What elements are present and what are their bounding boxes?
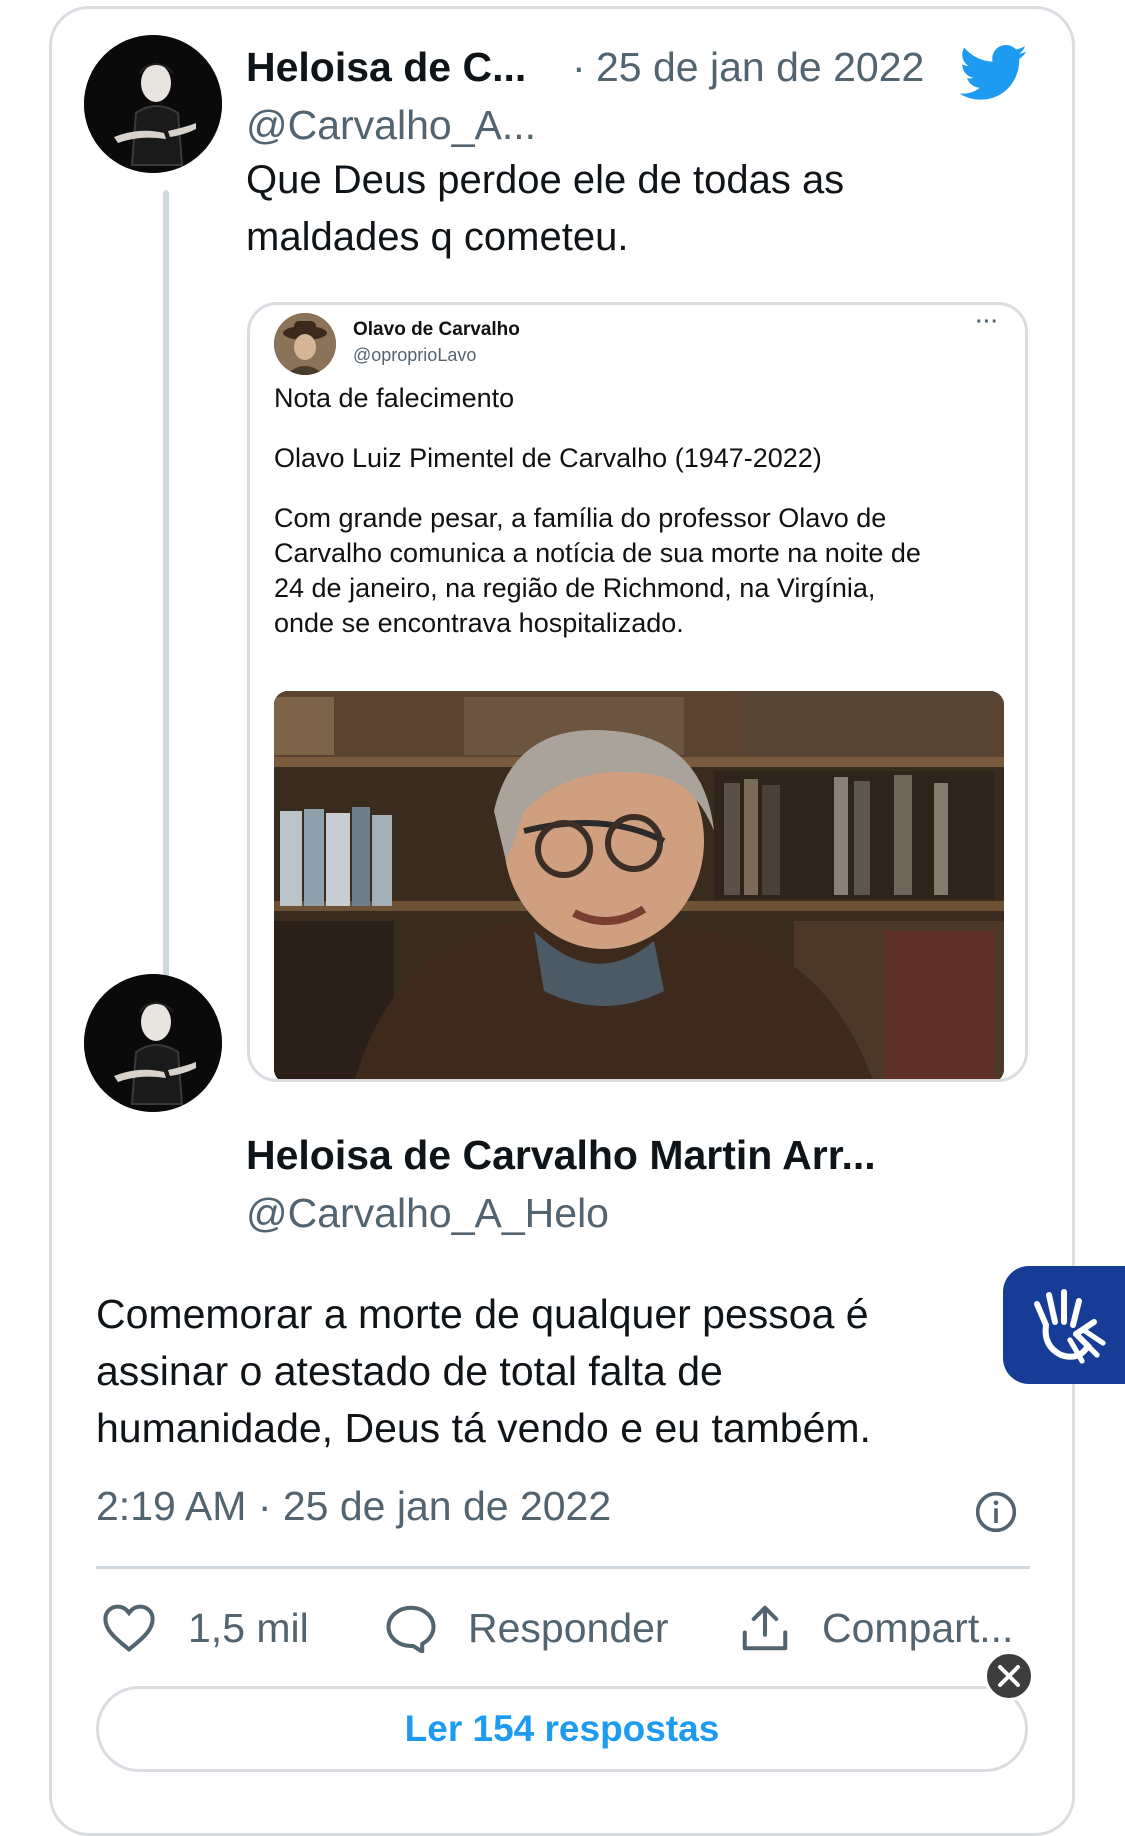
reply-bubble-icon [384, 1603, 438, 1653]
main-author-name[interactable]: Heloisa de Carvalho Martin Arr... [246, 1132, 876, 1178]
accessibility-widget[interactable] [1003, 1266, 1125, 1384]
share-label: Compart... [822, 1604, 1014, 1651]
reply-label: Responder [468, 1604, 669, 1651]
embedded-line-2: Olavo Luiz Pimentel de Carvalho (1947-2022) [274, 443, 822, 473]
reply-button[interactable] [384, 1598, 669, 1658]
heart-icon [102, 1603, 156, 1653]
twitter-bird-icon[interactable] [960, 44, 1028, 102]
parent-date[interactable]: 25 de jan de 2022 [596, 44, 925, 90]
close-widget-button[interactable] [984, 1651, 1034, 1701]
main-timestamp[interactable]: 2:19 AM · 25 de jan de 2022 [96, 1483, 612, 1529]
parent-author-name[interactable]: Heloisa de C... [246, 44, 527, 90]
like-button[interactable] [102, 1598, 309, 1658]
embedded-tweet-image[interactable] [247, 302, 1028, 1082]
embedded-paragraph-4: onde se encontrava hospitalizado. [274, 608, 684, 638]
embedded-line-1: Nota de falecimento [274, 383, 515, 413]
embedded-more-icon: ··· [976, 311, 999, 333]
embedded-paragraph-3: 24 de janeiro, na região de Richmond, na Virgínia, [274, 573, 876, 603]
main-text-line-3: humanidade, Deus tá vendo e eu também. [96, 1405, 871, 1451]
info-icon[interactable] [974, 1490, 1018, 1534]
avatar-heloisa-main[interactable] [84, 974, 222, 1112]
read-replies-button[interactable]: Ler 154 respostas [96, 1686, 1028, 1772]
embedded-photo [274, 691, 1004, 1082]
parent-separator: · [572, 44, 586, 90]
share-button[interactable] [738, 1598, 1013, 1658]
embedded-paragraph-1: Com grande pesar, a família do professor Olavo de [274, 503, 887, 533]
embedded-avatar [274, 313, 336, 375]
embedded-paragraph-2: Carvalho comunica a notícia de sua morte na noite de [274, 538, 921, 568]
thread-connector [163, 190, 169, 1108]
parent-text-line-2: maldades q cometeu. [246, 215, 629, 259]
actions-divider [96, 1566, 1030, 1569]
embedded-handle: @oproprioLavo [353, 345, 477, 365]
embedded-author-name: Olavo de Carvalho [353, 319, 520, 340]
avatar-heloisa[interactable] [84, 35, 222, 173]
parent-handle[interactable]: @Carvalho_A... [246, 102, 537, 148]
parent-text-line-1: Que Deus perdoe ele de todas as [246, 158, 845, 202]
like-count: 1,5 mil [188, 1604, 309, 1651]
share-icon [738, 1601, 792, 1655]
main-handle[interactable]: @Carvalho_A_Helo [246, 1190, 609, 1236]
main-text-line-1: Comemorar a morte de qualquer pessoa é [96, 1291, 869, 1337]
main-text-line-2: assinar o atestado de total falta de [96, 1348, 723, 1394]
sign-language-icon [1025, 1280, 1115, 1370]
close-icon [987, 1654, 1031, 1698]
